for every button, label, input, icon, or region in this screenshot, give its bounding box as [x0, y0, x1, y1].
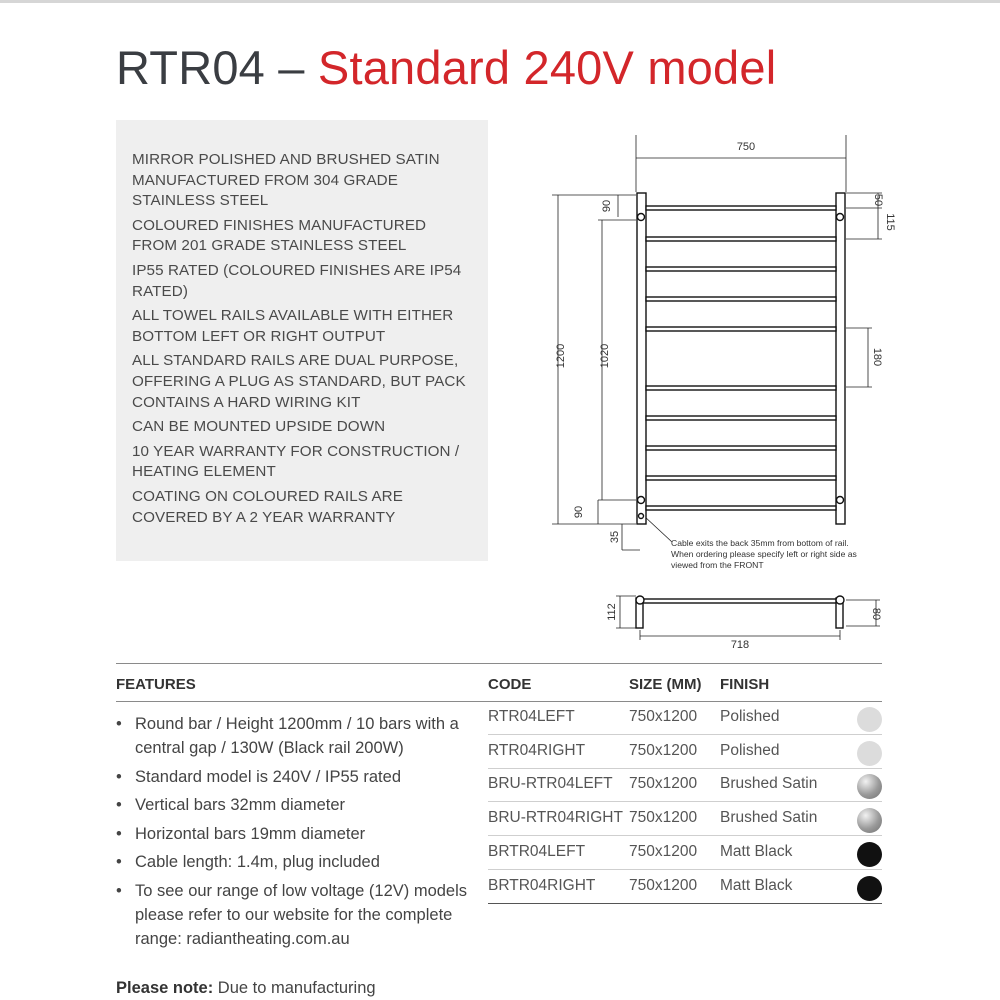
page-title — [116, 38, 776, 98]
features-heading: FEATURES — [116, 676, 196, 693]
height-label: 1200 — [555, 343, 567, 369]
cable-note-line3: viewed from the FRONT — [671, 560, 764, 570]
top-offset-label: 90 — [601, 199, 613, 213]
finish-cell: Brushed Satin — [720, 809, 818, 826]
horizontal-bars — [646, 206, 836, 510]
size-cell: 750x1200 — [629, 843, 698, 860]
model-subtitle: Standard 240V model — [317, 41, 777, 94]
feature-item: • Vertical bars 32mm diameter — [116, 793, 476, 817]
code-cell: RTR04LEFT — [488, 708, 575, 725]
spec-item: MIRROR POLISHED AND BRUSHED SATIN MANUFACTURED FROM 304 GRADE STAINLESS STEEL — [132, 151, 440, 210]
section-divider — [116, 663, 882, 664]
feature-item: • Round bar / Height 1200mm / 10 bars with a central gap / 130W (Black rail 200W) — [116, 712, 476, 760]
code-header: CODE — [488, 676, 532, 693]
spec-item: 10 YEAR WARRANTY FOR CONSTRUCTION / HEATING ELEMENT — [132, 442, 460, 481]
size-cell: 750x1200 — [629, 809, 698, 826]
spec-item: IP55 RATED (COLOURED FINISHES ARE IP54 RATED) — [132, 261, 462, 300]
feature-item: • Standard model is 240V / IP55 rated — [116, 765, 476, 789]
finish-cell: Polished — [720, 708, 780, 725]
side-bar-label: 80 — [870, 607, 882, 621]
bullet: • — [116, 715, 122, 733]
finish-cell: Matt Black — [720, 843, 793, 860]
spec-item: COATING ON COLOURED RAILS ARE COVERED BY A 2 YEAR WARRANTY — [132, 487, 403, 526]
code-cell: BRTR04LEFT — [488, 843, 586, 860]
top-spacing-label: 115 — [884, 213, 896, 231]
black-swatch — [857, 842, 882, 867]
spec-item: CAN BE MOUNTED UPSIDE DOWN — [132, 418, 386, 436]
finish-cell: Brushed Satin — [720, 775, 818, 792]
width-label: 750 — [736, 141, 756, 153]
cable-note-line2: When ordering please specify left or right side as — [671, 549, 857, 559]
spec-item: ALL STANDARD RAILS ARE DUAL PURPOSE, OFFERING A PLUG AS STANDARD, BUT PACK CONTAINS A HARD WIRING KIT — [132, 352, 466, 411]
top-rule — [0, 0, 1000, 3]
cable-note-line1: Cable exits the back 35mm from bottom of rail. — [671, 538, 849, 548]
bottom-offset-label: 90 — [573, 505, 585, 519]
finish-cell: Matt Black — [720, 877, 793, 894]
inner-height-label: 1020 — [599, 343, 611, 369]
size-cell: 750x1200 — [629, 708, 698, 725]
table-row — [488, 836, 882, 870]
bullet: • — [116, 824, 122, 843]
spec-item: COLOURED FINISHES MANUFACTURED FROM 201 GRADE STAINLESS STEEL — [132, 216, 427, 255]
table-row — [488, 701, 882, 735]
gap-label: 180 — [871, 347, 883, 367]
code-cell: BRTR04RIGHT — [488, 877, 596, 894]
bullet: • — [116, 796, 122, 814]
table-row — [488, 870, 882, 904]
size-cell: 750x1200 — [629, 742, 698, 759]
side-width-label: 718 — [730, 639, 750, 651]
size-cell: 750x1200 — [629, 775, 698, 792]
black-swatch — [857, 876, 882, 901]
note-label: Please note: — [116, 979, 214, 997]
code-cell: RTR04RIGHT — [488, 742, 586, 759]
finish-header: FINISH — [720, 676, 770, 693]
note-text: Due to manufacturing — [213, 979, 376, 997]
top-bar-label: 50 — [872, 193, 884, 207]
bullet: • — [116, 853, 122, 871]
note — [116, 979, 376, 998]
feature-item: • Horizontal bars 19mm diameter — [116, 822, 476, 846]
brushed-swatch — [857, 808, 882, 833]
spec-item: ALL TOWEL RAILS AVAILABLE WITH EITHER BOTTOM LEFT OR RIGHT OUTPUT — [132, 307, 454, 345]
size-cell: 750x1200 — [629, 877, 698, 894]
brushed-swatch — [857, 774, 882, 799]
specifications-box — [116, 120, 488, 561]
table-row — [488, 768, 882, 802]
model-code: RTR04 — [116, 41, 266, 94]
bullet: • — [116, 767, 122, 786]
finish-cell: Polished — [720, 742, 780, 759]
code-cell: BRU-RTR04LEFT — [488, 775, 613, 792]
side-depth-label: 112 — [606, 603, 618, 621]
polished-swatch — [857, 741, 882, 766]
feature-item: • Cable length: 1.4m, plug included — [116, 850, 476, 874]
polished-swatch — [857, 707, 882, 732]
table-row — [488, 802, 882, 836]
table-row — [488, 735, 882, 769]
features-list — [116, 712, 476, 955]
title-dash: – — [265, 41, 318, 94]
size-header: SIZE (MM) — [629, 676, 702, 693]
bullet: • — [116, 881, 122, 900]
code-cell: BRU-RTR04RIGHT — [488, 809, 623, 826]
feature-item: • To see our range of low voltage (12V) models please refer to our website for the complete range: radiantheating.com.au — [116, 879, 476, 951]
cable-offset-label: 35 — [609, 530, 621, 544]
